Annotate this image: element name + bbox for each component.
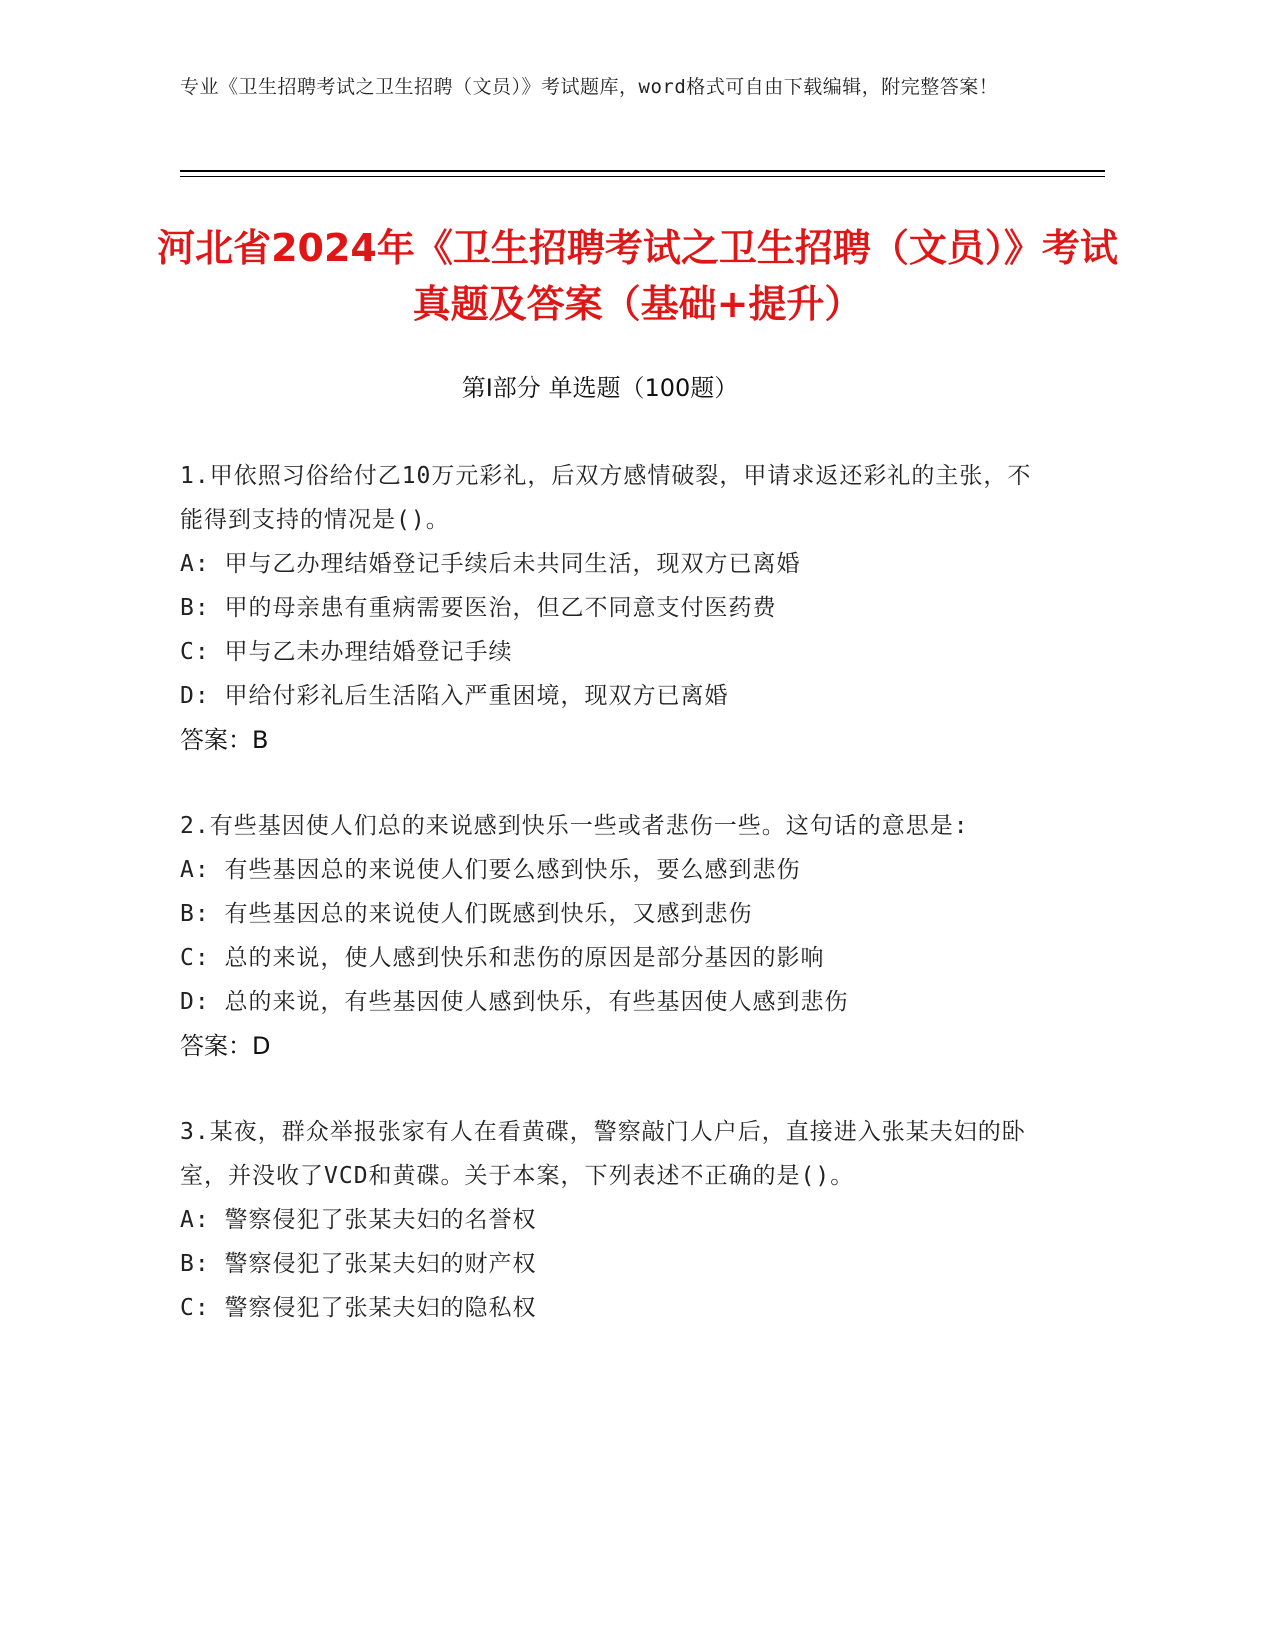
header-note: 专业《卫生招聘考试之卫生招聘（文员）》考试题库，word格式可自由下载编辑，附完整答案！	[180, 76, 999, 98]
question-2	[180, 804, 1040, 1068]
option-a: A: 甲与乙办理结婚登记手续后未共同生活，现双方已离婚	[180, 551, 801, 577]
answer: 答案：B	[180, 726, 269, 754]
header-rule-thick	[180, 170, 1105, 172]
document-title: 河北省2024年《卫生招聘考试之卫生招聘（文员）》考试真题及答案（基础+提升）	[157, 226, 1118, 326]
option-c: C: 甲与乙未办理结婚登记手续	[180, 639, 513, 665]
question-3	[180, 1110, 1040, 1330]
section-heading: 第I部分 单选题（100题）	[461, 374, 739, 402]
option-a: A: 有些基因总的来说使人们要么感到快乐，要么感到悲伤	[180, 857, 801, 883]
question-text: 3.某夜，群众举报张家有人在看黄碟，警察敲门人户后，直接进入张某夫妇的卧室，并没收了VCD和黄碟。关于本案，下列表述不正确的是()。	[180, 1119, 1026, 1189]
option-a: A: 警察侵犯了张某夫妇的名誉权	[180, 1207, 537, 1233]
question-list	[180, 454, 1040, 1372]
option-b: B: 警察侵犯了张某夫妇的财产权	[180, 1251, 537, 1277]
option-c: C: 总的来说，使人感到快乐和悲伤的原因是部分基因的影响	[180, 945, 825, 971]
option-b: B: 甲的母亲患有重病需要医治，但乙不同意支付医药费	[180, 595, 777, 621]
question-text: 1.甲依照习俗给付乙10万元彩礼，后双方感情破裂，甲请求返还彩礼的主张，不能得到支持的情况是()。	[180, 463, 1032, 533]
question-text: 2.有些基因使人们总的来说感到快乐一些或者悲伤一些。这句话的意思是:	[180, 813, 969, 839]
answer: 答案：D	[180, 1032, 271, 1060]
option-d: D: 甲给付彩礼后生活陷入严重困境，现双方已离婚	[180, 683, 729, 709]
option-c: C: 警察侵犯了张某夫妇的隐私权	[180, 1295, 537, 1321]
question-1	[180, 454, 1040, 762]
option-b: B: 有些基因总的来说使人们既感到快乐，又感到悲伤	[180, 901, 753, 927]
header-rule-thin	[180, 176, 1105, 177]
option-d: D: 总的来说，有些基因使人感到快乐，有些基因使人感到悲伤	[180, 989, 849, 1015]
